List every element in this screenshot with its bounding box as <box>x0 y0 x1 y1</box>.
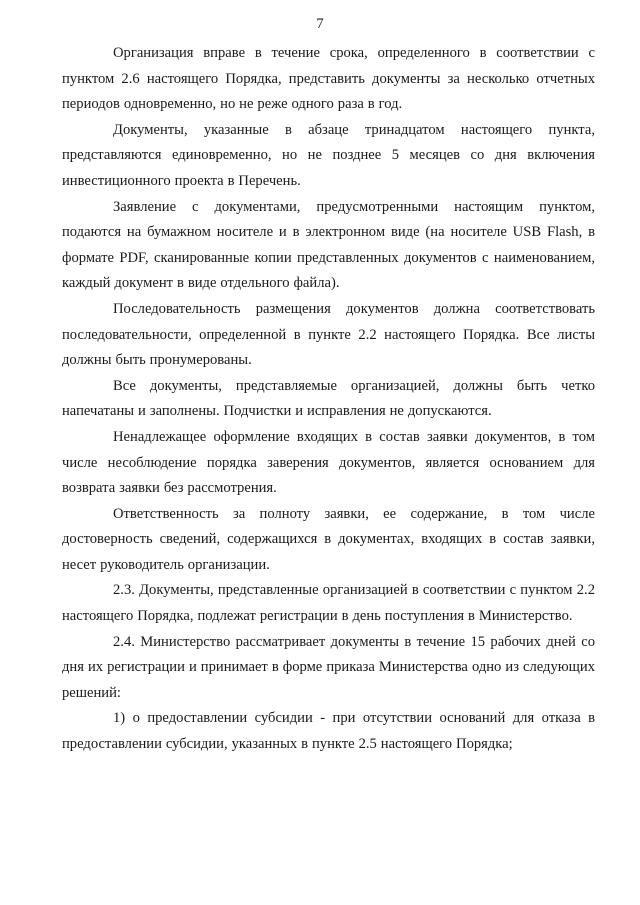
paragraph-documents-several-periods: Организация вправе в течение срока, определенного в соответствии с пунктом 2.6 настоящего Порядка, представить документы за несколько отчетных периодов одновременно, но не реже одного раза в год. <box>62 45 595 113</box>
paragraph-responsibility: Ответственность за полноту заявки, ее содержание, в том числе достоверность сведений, содержащихся в документах, входящих в состав заявки, несет руководитель организации. <box>62 505 595 573</box>
paragraph-print-quality: Все документы, представляемые организацией, должны быть четко напечатаны и заполнены. Подчистки и исправления не допускаются. <box>62 377 595 420</box>
paragraph-improper-formatting: Ненадлежащее оформление входящих в состав заявки документов, в том числе несоблюдение порядка заверения документов, является основанием для возврата заявки без рассмотрения. <box>62 428 595 497</box>
paragraph-document-order: Последовательность размещения документов должна соответствовать последовательности, определенной в пункте 2.2 настоящего Порядка. Все листы должны быть пронумерованы. <box>62 300 595 369</box>
paragraph-section-2-4: 2.4. Министерство рассматривает документы в течение 15 рабочих дней со дня их регистрации и принимает в форме приказа Министерства одно из следующих решений: <box>62 633 595 701</box>
paragraph-decision-item-1: 1) о предоставлении субсидии - при отсутствии оснований для отказа в предоставлении субсидии, указанных в пункте 2.5 настоящего Порядка; <box>62 710 595 753</box>
page-number: 7 <box>316 16 324 32</box>
paragraph-documents-one-time: Документы, указанные в абзаце тринадцатом настоящего пункта, представляются единовременно, но не позднее 5 месяцев со дня включения инвестиционного проекта в Перечень. <box>62 121 595 189</box>
paragraph-section-2-3: 2.3. Документы, представленные организацией в соответствии с пунктом 2.2 настоящего Порядка, подлежат регистрации в день поступления в Министерство. <box>62 582 595 625</box>
paragraph-submission-format: Заявление с документами, предусмотренными настоящим пунктом, подаются на бумажном носителе и в электронном виде (на носителе USB Flash, в формате PDF, сканированные копии представленных документов с наименованием, каждый документ в виде отдельного файла). <box>62 198 595 292</box>
document-body <box>62 41 595 758</box>
